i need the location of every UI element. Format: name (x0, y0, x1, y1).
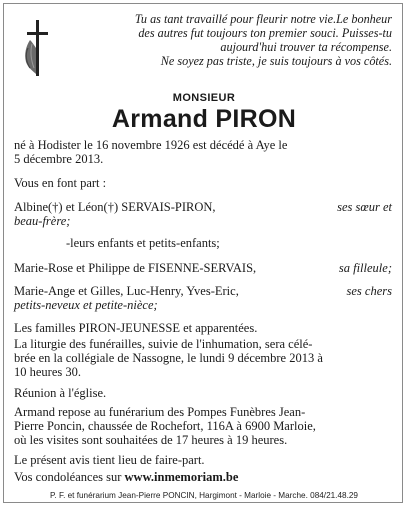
condolences-website-link[interactable]: www.inmemoriam.be (124, 470, 239, 484)
intro-text: Vous en font part : (14, 176, 107, 190)
liturgy-line-1: La liturgie des funérailles, suivie de l'inhumation, sera célé- (14, 337, 313, 351)
family-line-2: -leurs enfants et petits-enfants; (66, 236, 220, 250)
poem-line-4: Ne soyez pas triste, je suis toujours à vos côtés. (160, 54, 392, 68)
family-role-3: sa filleule; (338, 261, 392, 275)
family-role-1: ses sœur et (337, 200, 392, 214)
birth-line-1: né à Hodister le 16 novembre 1926 est décédé à Aye le (14, 138, 288, 152)
funeral-home-line-1: Armand repose au funérarium des Pompes Funèbres Jean- (14, 405, 306, 419)
footer-credit: P. F. et funérarium Jean-Pierre PONCIN, Hargimont - Marloie - Marche. 084/21.48.29 (50, 491, 358, 500)
family-line-1: Albine(†) et Léon(†) SERVAIS-PIRON, (14, 200, 216, 214)
deceased-name: Armand PIRON (111, 105, 297, 133)
reunion-line: Réunion à l'église. (14, 386, 107, 400)
family-role-1b: beau-frère; (14, 214, 71, 228)
notice-line: Le présent avis tient lieu de faire-part. (14, 453, 205, 467)
poem-line-2: des autres fut toujours ton premier souci. Puisses-tu (138, 26, 392, 40)
family-role-4b: petits-neveux et petite-nièce; (14, 298, 158, 312)
liturgy-line-3: 10 heures 30. (14, 365, 81, 379)
condolences-prefix: Vos condoléances sur (14, 470, 125, 484)
cross-icon (14, 18, 54, 78)
honorific-title: MONSIEUR (172, 92, 236, 104)
family-line-4: Marie-Ange et Gilles, Luc-Henry, Yves-Eric, (14, 284, 239, 298)
poem-line-1: Tu as tant travaillé pour fleurir notre vie.Le bonheur (134, 12, 392, 26)
liturgy-line-2: brée en la collégiale de Nassogne, le lundi 9 décembre 2013 à (14, 351, 323, 365)
funeral-home-line-3: où les visites sont souhaitées de 17 heures à 19 heures. (14, 433, 288, 447)
family-role-4: ses chers (346, 284, 392, 298)
obituary-card (3, 3, 403, 503)
funeral-home-line-2: Pierre Poncin, chaussée de Rochefort, 116A à 6900 Marloie, (14, 419, 316, 433)
poem-line-3: aujourd'hui trouver ta récompense. (220, 40, 392, 54)
condolences-line (14, 470, 238, 484)
families-line: Les familles PIRON-JEUNESSE et apparentées. (14, 321, 258, 335)
family-line-3: Marie-Rose et Philippe de FISENNE-SERVAIS, (14, 261, 257, 275)
birth-line-2: 5 décembre 2013. (14, 152, 104, 166)
